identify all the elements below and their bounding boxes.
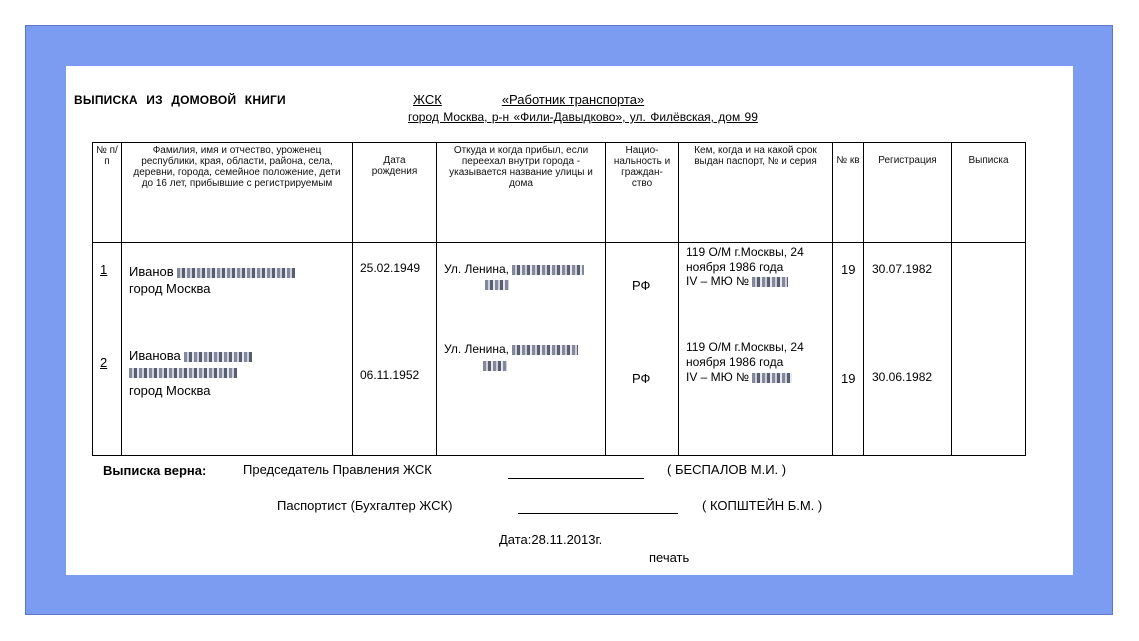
chairman-signature-line xyxy=(508,478,644,479)
address-line: город Москва, р-н «Фили-Давыдково», ул. Филёвская, дом 99 xyxy=(408,110,758,124)
header-registration: Регистрация xyxy=(864,143,952,243)
row2-passport-line1: 119 О/М г.Москвы, 24 xyxy=(686,340,804,354)
cell-passport xyxy=(679,243,833,456)
row2-surname: Иванова xyxy=(129,348,181,363)
header-flat: № кв xyxy=(833,143,864,243)
row1-registration: 30.07.1982 xyxy=(872,262,933,276)
row1-city: город Москва xyxy=(129,281,211,296)
row1-passport-line3 xyxy=(686,274,788,289)
redacted-text xyxy=(752,277,788,287)
cell-birth xyxy=(353,243,437,456)
document-title: ВЫПИСКА ИЗ ДОМОВОЙ КНИГИ xyxy=(74,93,286,107)
passport-officer-signature-line xyxy=(518,513,678,514)
passport-officer-role: Паспортист (Бухгалтер ЖСК) xyxy=(277,498,453,513)
redacted-text xyxy=(184,352,252,362)
row2-from-street: Ул. Ленина, xyxy=(444,342,510,356)
table-row xyxy=(93,243,1026,456)
header-nationality: Нацио- нальность и граждан- ство xyxy=(606,143,679,243)
redacted-text xyxy=(485,280,509,290)
redacted-text xyxy=(129,368,237,378)
organization-line xyxy=(413,92,644,107)
redacted-text xyxy=(752,373,792,383)
cell-registration xyxy=(864,243,952,456)
cell-from xyxy=(437,243,606,456)
redacted-text xyxy=(512,345,578,355)
header-birth: Дата рождения xyxy=(353,143,437,243)
header-num: № п/п xyxy=(93,143,122,243)
row2-nationality: РФ xyxy=(632,371,651,386)
table-header-row xyxy=(93,143,1026,243)
row1-surname: Иванов xyxy=(129,264,174,279)
row1-from-street: Ул. Ленина, xyxy=(444,262,510,276)
row1-passport-series: IV – МЮ № xyxy=(686,274,750,288)
header-from: Откуда и когда прибыл, если переехал внутри города - указывается название улицы и дома xyxy=(437,143,606,243)
row2-passport-line3 xyxy=(686,370,792,385)
row1-birth: 25.02.1949 xyxy=(360,261,421,275)
chairman-role: Председатель Правления ЖСК xyxy=(243,462,432,477)
document-sheet xyxy=(66,66,1073,575)
row1-flat: 19 xyxy=(841,262,856,277)
row2-registration: 30.06.1982 xyxy=(872,370,933,384)
row1-from-extra xyxy=(485,277,509,292)
extract-verified-label: Выписка верна: xyxy=(103,463,207,478)
org-prefix: ЖСК xyxy=(413,92,442,107)
document-date: Дата:28.11.2013г. xyxy=(499,532,603,547)
row1-passport-line2: ноября 1986 года xyxy=(686,260,784,274)
row2-birth: 06.11.1952 xyxy=(360,368,420,382)
row2-city: город Москва xyxy=(129,383,211,398)
cell-num xyxy=(93,243,122,456)
row1-num: 1 xyxy=(100,262,108,277)
seal-label: печать xyxy=(649,550,690,565)
row2-from-extra xyxy=(483,358,507,373)
passport-officer-name: ( КОПШТЕЙН Б.М. ) xyxy=(702,498,823,513)
cell-checkout xyxy=(952,243,1026,456)
cell-nationality xyxy=(606,243,679,456)
row2-from xyxy=(444,342,578,357)
row2-num: 2 xyxy=(100,355,108,370)
house-book-table xyxy=(92,142,1026,456)
header-name: Фамилия, имя и отчество, уроженец республики, края, области, района, села, деревни, города, семейное положение, дети до 16 лет, прибывшие с регистрируемым xyxy=(122,143,353,243)
cell-name xyxy=(122,243,353,456)
row2-extra xyxy=(129,364,237,380)
redacted-text xyxy=(483,361,507,371)
row2-name xyxy=(129,348,252,364)
chairman-name: ( БЕСПАЛОВ М.И. ) xyxy=(667,462,787,477)
row2-flat: 19 xyxy=(841,371,856,386)
row1-name xyxy=(129,264,295,280)
cell-flat xyxy=(833,243,864,456)
row2-passport-series: IV – МЮ № xyxy=(686,370,750,384)
row2-passport-line2: ноября 1986 года xyxy=(686,355,784,369)
org-name: «Работник транспорта» xyxy=(501,92,645,107)
row1-from xyxy=(444,262,584,277)
row1-nationality: РФ xyxy=(632,278,651,293)
header-passport: Кем, когда и на какой срок выдан паспорт, № и серия xyxy=(679,143,833,243)
redacted-text xyxy=(177,268,295,278)
redacted-text xyxy=(512,265,584,275)
header-checkout: Выписка xyxy=(952,143,1026,243)
row1-passport-line1: 119 О/М г.Москвы, 24 xyxy=(686,245,804,259)
